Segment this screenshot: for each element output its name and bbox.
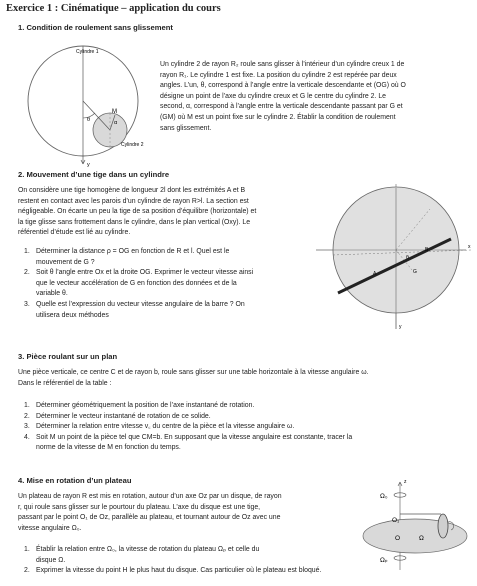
text-line: Dans le référentiel de la table : xyxy=(18,379,112,387)
text-line: rayon R₁. Le cylindre 1 est fixe. La position du cylindre 2 est repérée par deux xyxy=(160,71,397,79)
text-line: Un cylindre 2 de rayon R₂ roule sans glisser à l’intérieur d’un cylindre creux 1 de xyxy=(160,61,405,68)
theta-label: θ xyxy=(87,117,91,123)
point-g-label: G xyxy=(413,269,417,275)
text-line: On considère une tige homogène de longueur 2l dont les extrémités A et B xyxy=(18,187,246,194)
rolling-cylinders-figure xyxy=(8,36,158,166)
list-item: 2. Exprimer la vitesse du point H le plus haut du disque. Cas particulier où le plateau est bloqué. xyxy=(24,567,322,575)
text-line: désigne un point de l’axe du cylindre creux et G le centre du cylindre 2. Le xyxy=(160,92,386,100)
text-line: (GM) où M est un point fixe sur le cylindre 2. Établir la condition de roulement xyxy=(160,113,396,121)
omega0-label: Ω₀ xyxy=(380,493,388,500)
section-2-questions xyxy=(18,247,313,321)
z-axis-label: z xyxy=(404,479,407,485)
omegap-label: Ωₚ xyxy=(380,557,388,564)
list-item: 1. Établir la relation entre Ω₀, la vitesse de rotation du plateau Ωₚ et celle du disque Ω. xyxy=(24,546,260,564)
point-a-label: A xyxy=(373,271,377,277)
text-line: la tige glisse sans frottement dans le cylindre, dans le plan vertical (Oxy). Le xyxy=(18,218,251,226)
section-1-text xyxy=(160,60,472,134)
list-item: 4. Soit M un point de la pièce tel que CM=b. En supposant que la vitesse angulaire est constante, tracer la norme de la vitesse de M en fonction du temps. xyxy=(24,433,353,452)
x-axis-label: x xyxy=(468,244,471,250)
exercise-title: Exercice 1 : Cinématique – application du cours xyxy=(6,3,221,14)
section-3-heading: 3. Pièce roulant sur un plan xyxy=(18,352,118,361)
list-item: 2. Soit θ l’angle entre Ox et la droite OG. Exprimer le vecteur vitesse ainsi que le vecteur accélération de G en fonction des données et de la variable θ. xyxy=(24,269,254,298)
section-3-text xyxy=(18,368,473,389)
section-4-text xyxy=(18,492,363,534)
text-line: Un plateau de rayon R est mis en rotation, autour d’un axe Oz par un disque, de rayon xyxy=(18,493,282,500)
text-line: angles. L’un, θ, correspond à l’angle entre la verticale descendante et (OG) où O xyxy=(160,82,406,90)
omega-label: Ω xyxy=(419,535,424,542)
y-axis-label: y xyxy=(87,162,90,168)
text-line: restent en contact avec les parois d’un cylindre de rayon R>l. La section est xyxy=(18,197,249,205)
section-2-heading: 2. Mouvement d’une tige dans un cylindre xyxy=(18,170,170,179)
list-item: 1. Déterminer géométriquement la position de l’axe instantané de rotation. xyxy=(24,402,255,409)
list-item: 1. Déterminer la distance ρ = OG en fonction de R et l. Quel est le mouvement de G ? xyxy=(24,248,230,266)
rod-in-cylinder-figure xyxy=(316,184,474,330)
text-line: r, qui roule sans glisser sur le pourtour du plateau. L’axe du disque est une tige, xyxy=(18,503,261,511)
text-line: négligeable. On écarte un peu la tige de sa position d’équilibre (horizontale) et xyxy=(18,208,257,216)
list-item: 2. Déterminer le vecteur instantané de rotation de ce solide. xyxy=(24,412,211,420)
cylinder-1-label: Cylindre 1 xyxy=(76,49,99,55)
theta-label: θ xyxy=(406,255,409,261)
list-item: 3. Déterminer la relation entre vitesse v꜀ du centre de la pièce et la vitesse angulaire ω. xyxy=(24,423,295,431)
text-line: référentiel d’étude est lié au cylindre. xyxy=(18,229,131,237)
point-o1-label: O₁ xyxy=(392,517,400,524)
text-line: second, α, correspond à l’angle entre la verticale descendante passant par G et xyxy=(160,103,403,111)
text-line: passant par le point O₁ de Oz, parallèle au plateau, et tournant autour de Oz avec une xyxy=(18,514,281,522)
point-o-label: O xyxy=(395,535,401,542)
section-4-heading: 4. Mise en rotation d’un plateau xyxy=(18,476,132,485)
text-line: vitesse angulaire Ω₀. xyxy=(18,524,82,532)
text-line: Une pièce verticale, ce centre C et de rayon b, roule sans glisser sur une table horizontale à la vitesse angulaire ω. xyxy=(18,369,369,376)
section-1-heading: 1. Condition de roulement sans glissement xyxy=(18,23,173,32)
list-item: 3. Quelle est l’expression du vecteur vitesse angulaire de la barre ? On utilisera deux méthodes xyxy=(24,300,245,319)
alpha-label: α xyxy=(114,120,118,126)
point-b-label: B xyxy=(425,247,429,253)
text-line: sans glissement. xyxy=(160,124,212,132)
section-3-questions xyxy=(18,401,473,454)
point-m-label: M xyxy=(112,109,117,115)
y-axis-label: y xyxy=(399,324,402,330)
section-2-text xyxy=(18,186,313,239)
rotating-platform-figure xyxy=(355,474,475,572)
cylinder-2-label: Cylindre 2 xyxy=(121,142,144,148)
